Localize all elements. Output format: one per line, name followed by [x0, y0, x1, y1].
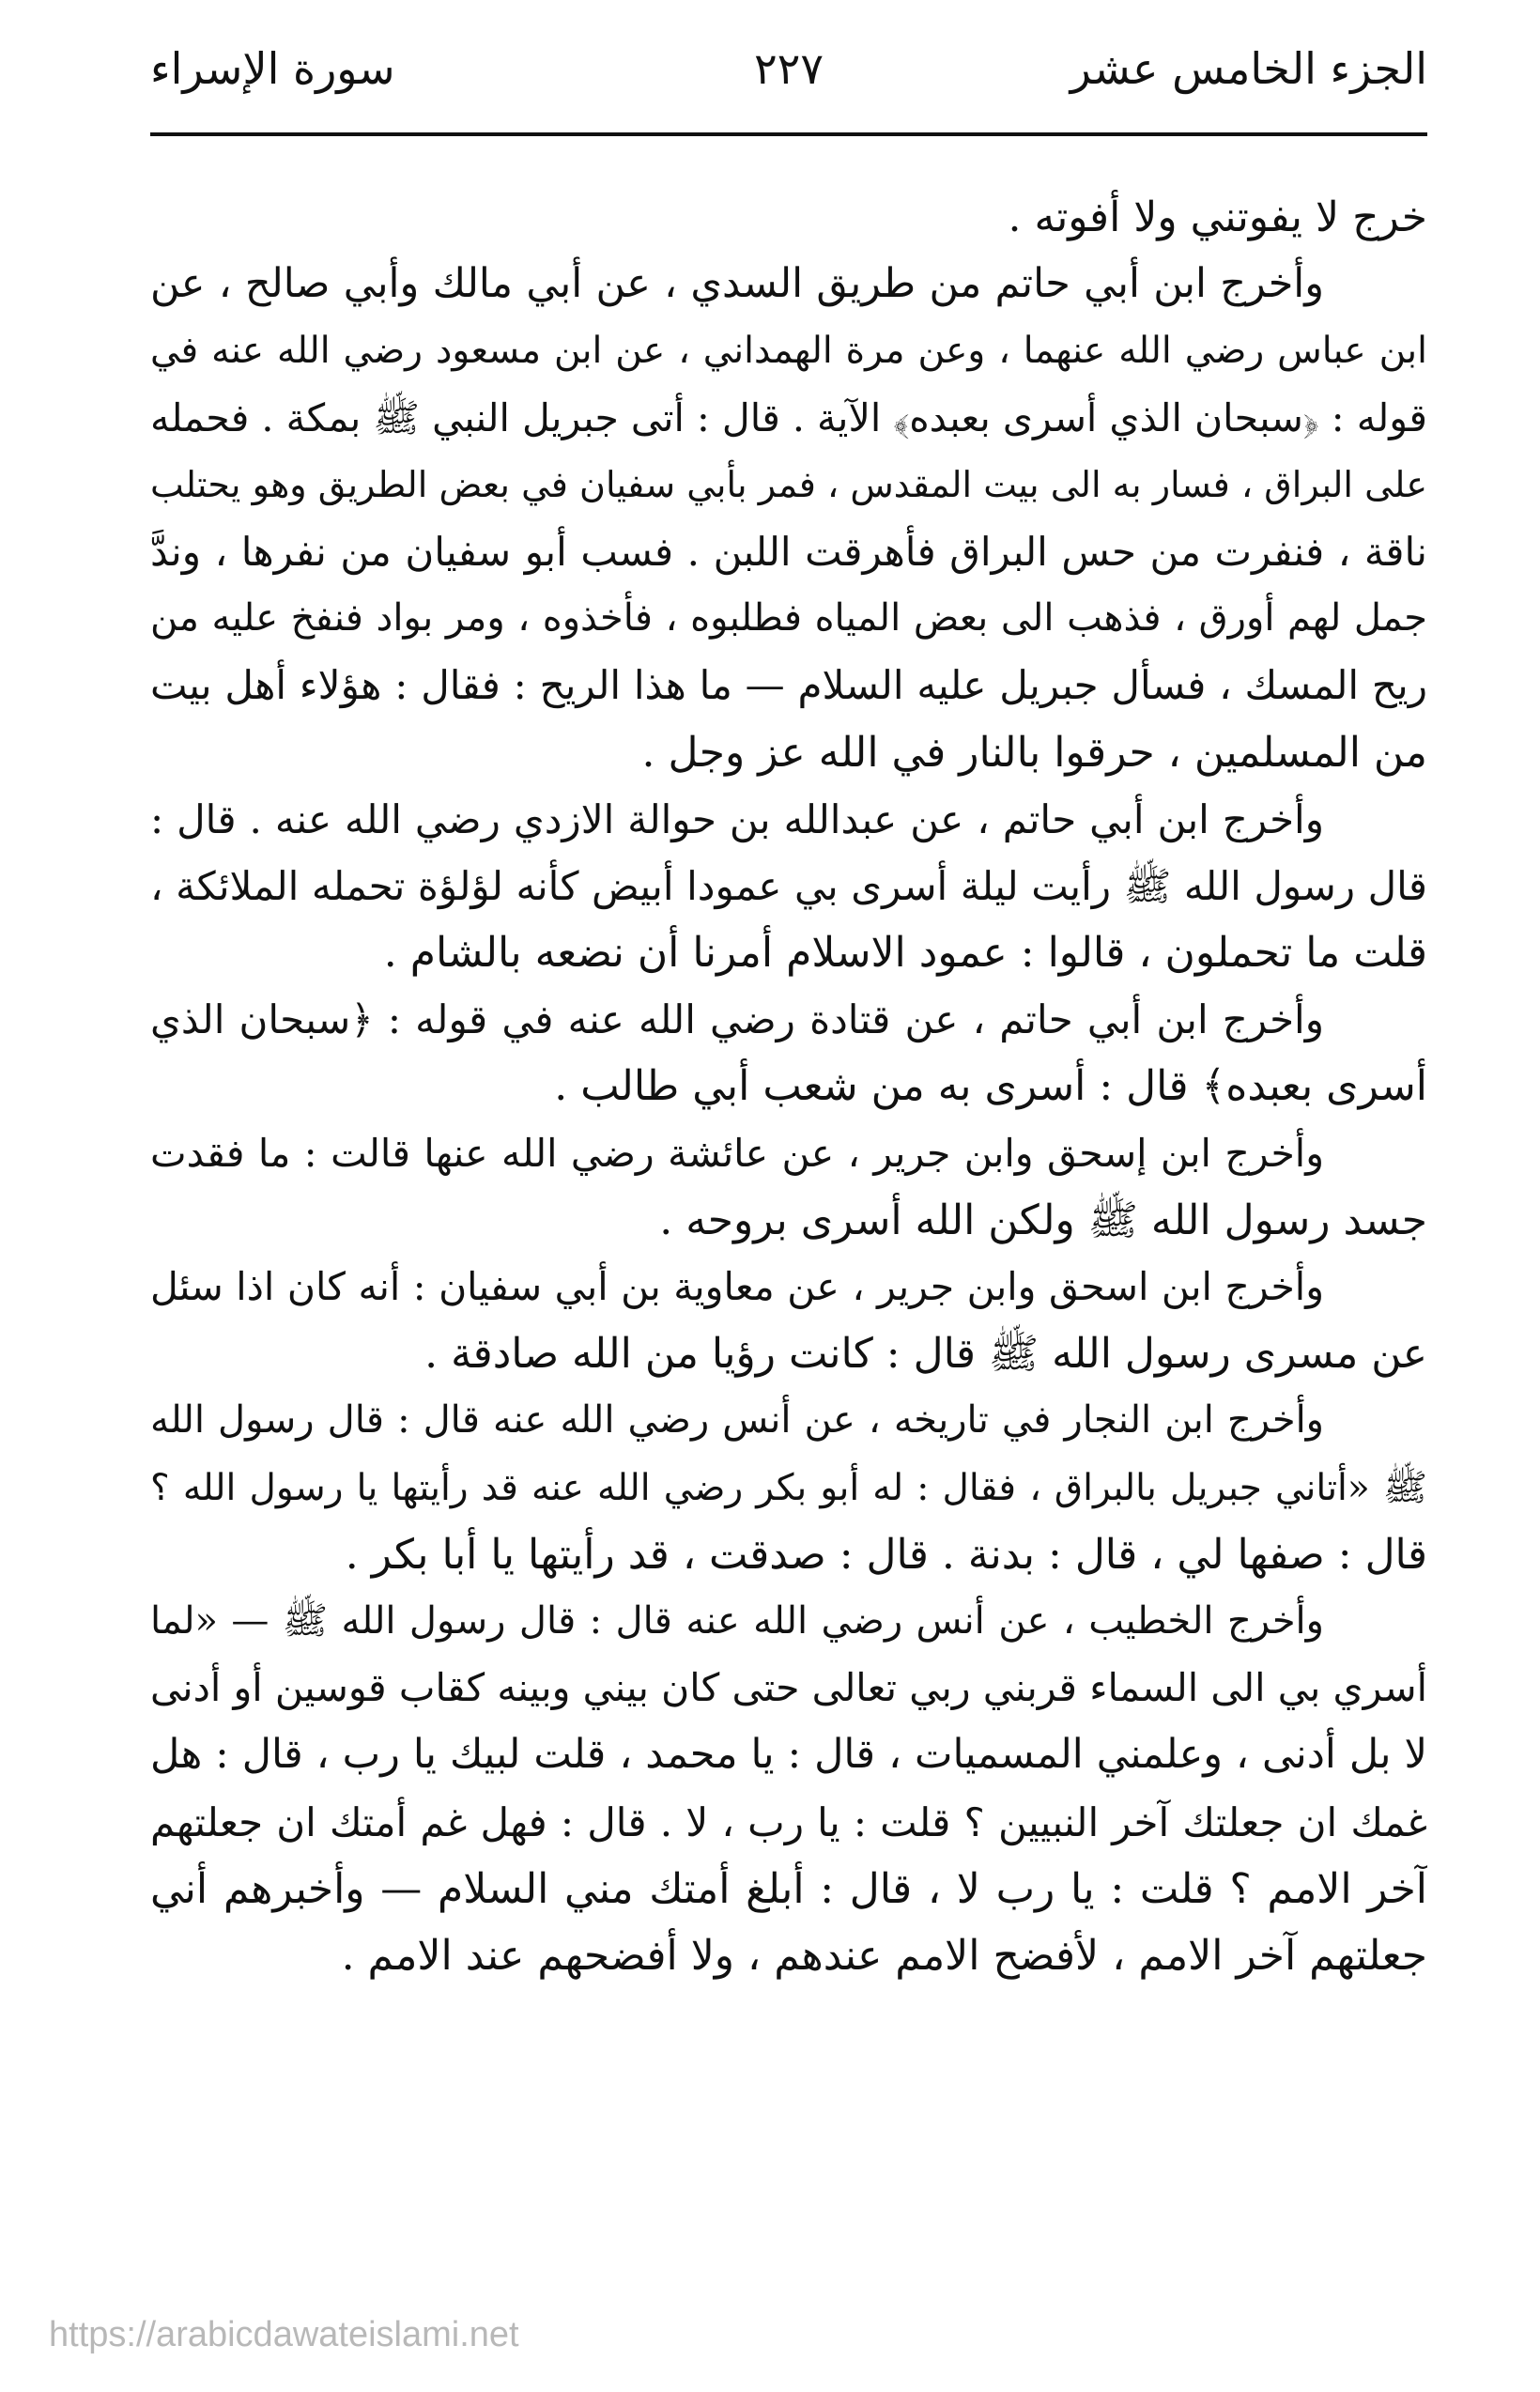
text-line: غمك ان جعلتك آخر النبيين ؟ قلت : يا رب ، لا . قال : فهل غم أمتك ان جعلتهم — [150, 1798, 1427, 1845]
text-line: وأخرج ابن أبي حاتم ، عن عبدالله بن حوالة الازدي رضي الله عنه . قال : — [150, 795, 1324, 842]
text-line: قال : صفها لي ، قال : بدنة . قال : صدقت ، قد رأيتها يا أبا بكر . — [345, 1530, 1427, 1579]
text-line: جسد رسول الله ﷺ ولكن الله أسرى بروحه . — [659, 1196, 1427, 1244]
text-line: ابن عباس رضي الله عنهما ، وعن مرة الهمداني ، عن ابن مسعود رضي الله عنه في — [150, 330, 1427, 373]
text-line: وأخرج ابن أبي حاتم من طريق السدي ، عن أبي مالك وأبي صالح ، عن — [150, 260, 1324, 308]
text-line: قلت ما تحملون ، قالوا : عمود الاسلام أمرنا أن نضعه بالشام . — [383, 929, 1427, 978]
text-line: وأخرج ابن إسحق وابن جرير ، عن عائشة رضي الله عنها قالت : ما فقدت — [150, 1130, 1324, 1176]
source-url-watermark: https://arabicdawateislami.net — [49, 2315, 519, 2354]
text-line: أسري بي الى السماء قربني ربي تعالى حتى كان بيني وبينه كقاب قوسين أو أدنى — [150, 1665, 1427, 1711]
text-line: عن مسرى رسول الله ﷺ قال : كانت رؤيا من الله صادقة . — [424, 1330, 1427, 1379]
text-line: على البراق ، فسار به الى بيت المقدس ، فمر بأبي سفيان في بعض الطريق وهو يحتلب — [150, 463, 1427, 505]
text-line: وأخرج ابن النجار في تاريخه ، عن أنس رضي الله عنه قال : قال رسول الله — [150, 1398, 1324, 1443]
text-line: أسرى بعبده﴾ قال : أسرى به من شعب أبي طالب . — [554, 1062, 1427, 1111]
page-header — [150, 36, 1427, 101]
text-line: جعلتهم آخر الامم ، لأفضح الامم عندهم ، ولا أفضحهم عند الامم . — [341, 1931, 1427, 1980]
header-divider — [150, 132, 1427, 136]
text-line: من المسلمين ، حرقوا بالنار في الله عز وجل . — [641, 728, 1427, 777]
text-line: قوله : ﴿سبحان الذي أسرى بعبده﴾ الآية . قال : أتى جبريل النبي ﷺ بمكة . فحمله — [150, 394, 1427, 440]
surah-title: سورة الإسراء — [150, 43, 395, 94]
text-line: جمل لهم أورق ، فذهب الى بعض المياه فطلبوه ، فأخذوه ، ومر بواد فنفخ عليه من — [150, 596, 1427, 640]
text-line: آخر الامم ؟ قلت : يا رب لا ، قال : أبلغ أمتك مني السلام — وأخبرهم أني — [150, 1864, 1427, 1913]
text-line: قال رسول الله ﷺ رأيت ليلة أسرى بي عمودا أبيض كأنه لؤلؤة تحمله الملائكة ، — [150, 862, 1427, 909]
page-number: ٢٢٧ — [753, 43, 824, 94]
text-line: وأخرج الخطيب ، عن أنس رضي الله عنه قال : قال رسول الله ﷺ — «لما — [150, 1598, 1324, 1643]
text-line: ناقة ، فنفرت من حس البراق فأهرقت اللبن . فسب أبو سفيان من نفرها ، وندَّ — [150, 528, 1427, 575]
body-text — [150, 184, 1427, 1989]
text-line: وأخرج ابن أبي حاتم ، عن قتادة رضي الله عنه في قوله : ﴿سبحان الذي — [150, 996, 1324, 1043]
text-line: خرج لا يفوتني ولا أفوته . — [1008, 193, 1427, 241]
text-line: ريح المسك ، فسأل جبريل عليه السلام — ما هذا الريح : فقال : هؤلاء أهل بيت — [150, 662, 1427, 709]
text-line: وأخرج ابن اسحق وابن جرير ، عن معاوية بن أبي سفيان : أنه كان اذا سئل — [150, 1264, 1324, 1309]
part-title: الجزء الخامس عشر — [1070, 43, 1427, 94]
text-line: ﷺ «أتاني جبريل بالبراق ، فقال : له أبو بكر رضي الله عنه قد رأيتها يا رسول الله ؟ — [150, 1466, 1427, 1509]
text-line: لا بل أدنى ، وعلمني المسميات ، قال : يا محمد ، قلت لبيك يا رب ، قال : هل — [150, 1731, 1427, 1779]
